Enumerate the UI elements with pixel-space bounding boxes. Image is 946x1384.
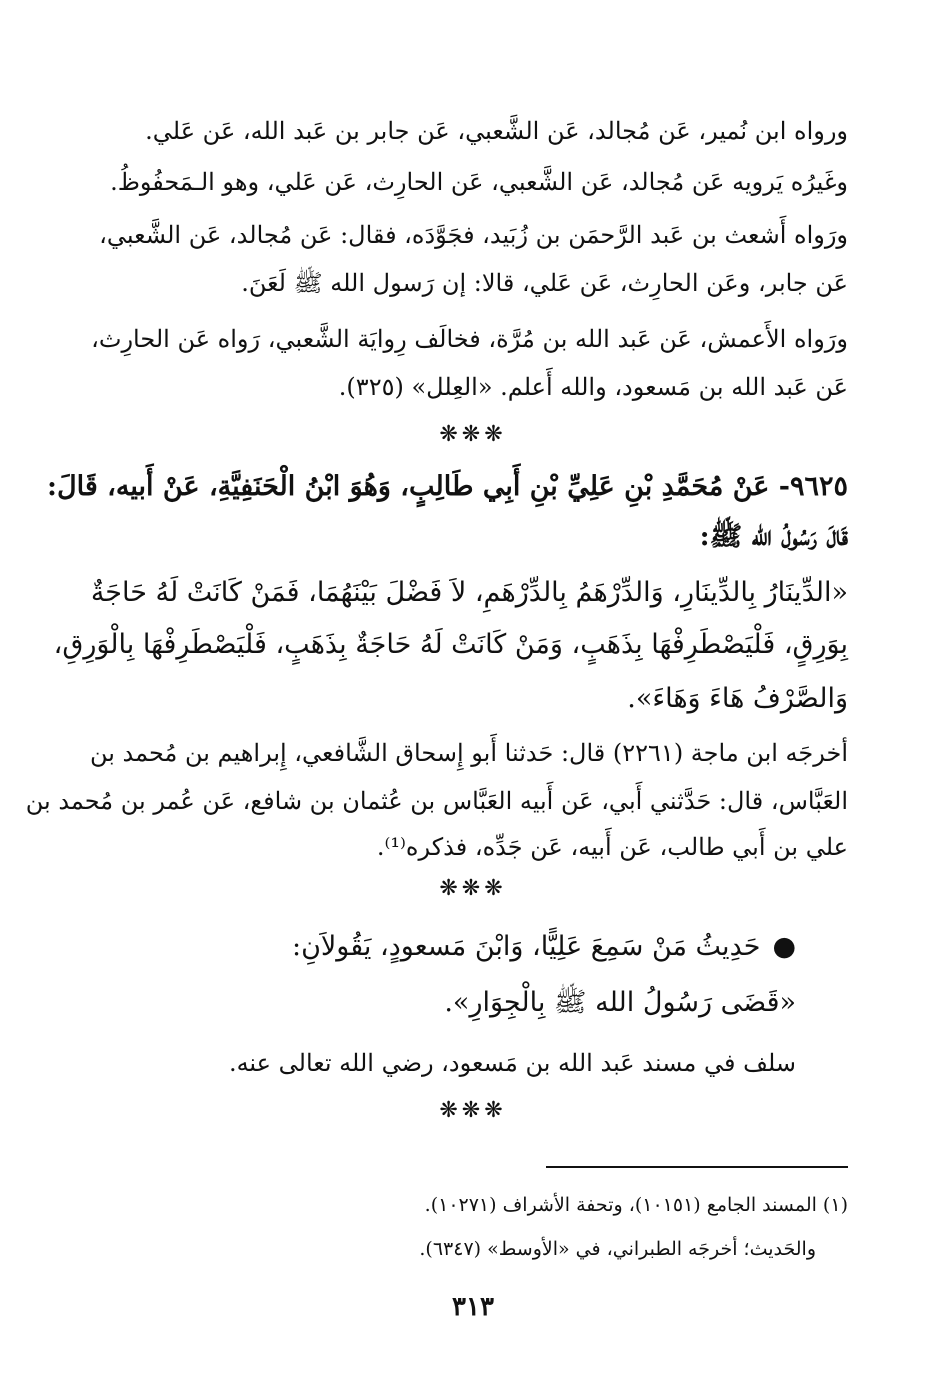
paragraph-line: عَن عَبد الله بن مَسعود، والله أَعلم. «العِلل» (٣٢٥). (338, 373, 848, 401)
bullet-quote: «قَضَى رَسُولُ الله ﷺ بِالْجِوَارِ». (444, 987, 796, 1018)
paragraph-line: وغَيرُه يَرويه عَن مُجالد، عَن الشَّعبي، عَن الحارِث، عَن عَلي، وهو الـمَحفُوظُ. (110, 168, 848, 196)
footnote-divider (546, 1166, 848, 1168)
footnote-line: والحَديث؛ أخرجَه الطبراني، في «الأوسط» (٦٣٤٧). (419, 1238, 816, 1260)
bullet-icon: ● (772, 931, 796, 962)
hadith-text: «الدِّينَارُ بِالدِّينَارِ، وَالدِّرْهَمُ بِالدِّرْهَمِ، لاَ فَضْلَ بَيْنَهُمَا، فَمَنْ كَانَتْ لَهُ حَاجَةٌ (90, 577, 848, 608)
hadith-heading: ٩٦٢٥- عَنْ مُحَمَّدِ بْنِ عَلِيِّ بْنِ أَبِي طَالِبٍ، وَهُوَ ابْنُ الْحَنَفِيَّةِ، عَنْ أَبيه، قَالَ: (47, 471, 848, 502)
hadith-text: وَالصَّرْفُ هَاءَ وَهَاءَ». (627, 683, 848, 714)
section-separator: ❋❋❋ (439, 1098, 507, 1123)
section-separator: ❋❋❋ (439, 422, 507, 447)
takhrij-line: أخرجَه ابن ماجة (٢٢٦١) قال: حَدثنا أَبو إِسحاق الشَّافعي، إِبراهيم بن مُحمد بن (89, 739, 848, 767)
page-number: ٣١٣ (452, 1292, 494, 1322)
takhrij-line: علي بن أَبي طالب، عَن أَبيه، عَن جَدِّه، فذكره⁽¹⁾. (376, 833, 848, 861)
hadith-heading: قَالَ رَسُولُ الله ﷺ: (699, 521, 848, 552)
paragraph-line: ورَواه أَشعث بن عَبد الرَّحمَن بن زُبَيد، فجَوَّدَه، فقال: عَن مُجالد، عَن الشَّعبي، (99, 221, 848, 249)
paragraph-line: ورواه ابن نُمير، عَن مُجالد، عَن الشَّعبي، عَن جابر بن عَبد الله، عَن عَلي. (145, 117, 848, 145)
paragraph-line: عَن جابر، وعَن الحارِث، عَن عَلي، قالا: إن رَسول الله ﷺ لَعَنَ. (241, 269, 848, 297)
bullet-title-text: حَدِيثُ مَنْ سَمِعَ عَلِيًّا، وَابْنَ مَسعودٍ، يَقُولاَنِ: (291, 931, 761, 962)
footnote-line: (١) المسند الجامع (١٠١٥١)، وتحفة الأشراف (١٠٢٧١). (424, 1194, 848, 1216)
section-separator: ❋❋❋ (439, 876, 507, 901)
takhrij-line: العَبَّاس، قال: حَدَّثني أَبي، عَن أَبيه العَبَّاس بن عُثمان بن شافع، عَن عُمر بن مُحمد بن (25, 787, 848, 815)
bullet-note: سلف في مسند عَبد الله بن مَسعود، رضي الله تعالى عنه. (228, 1049, 796, 1077)
paragraph-line: ورَواه الأَعمش، عَن عَبد الله بن مُرَّة، فخالَف رِوايَة الشَّعبي، رَواه عَن الحارِث، (91, 325, 848, 353)
bullet-title (96, 928, 796, 966)
hadith-text: بِوَرِقٍ، فَلْيَصْطَرِفْهَا بِذَهَبٍ، وَمَنْ كَانَتْ لَهُ حَاجَةٌ بِذَهَبٍ، فَلْيَصْطَرِفْهَا بِالْوَرِقِ، (53, 629, 848, 660)
